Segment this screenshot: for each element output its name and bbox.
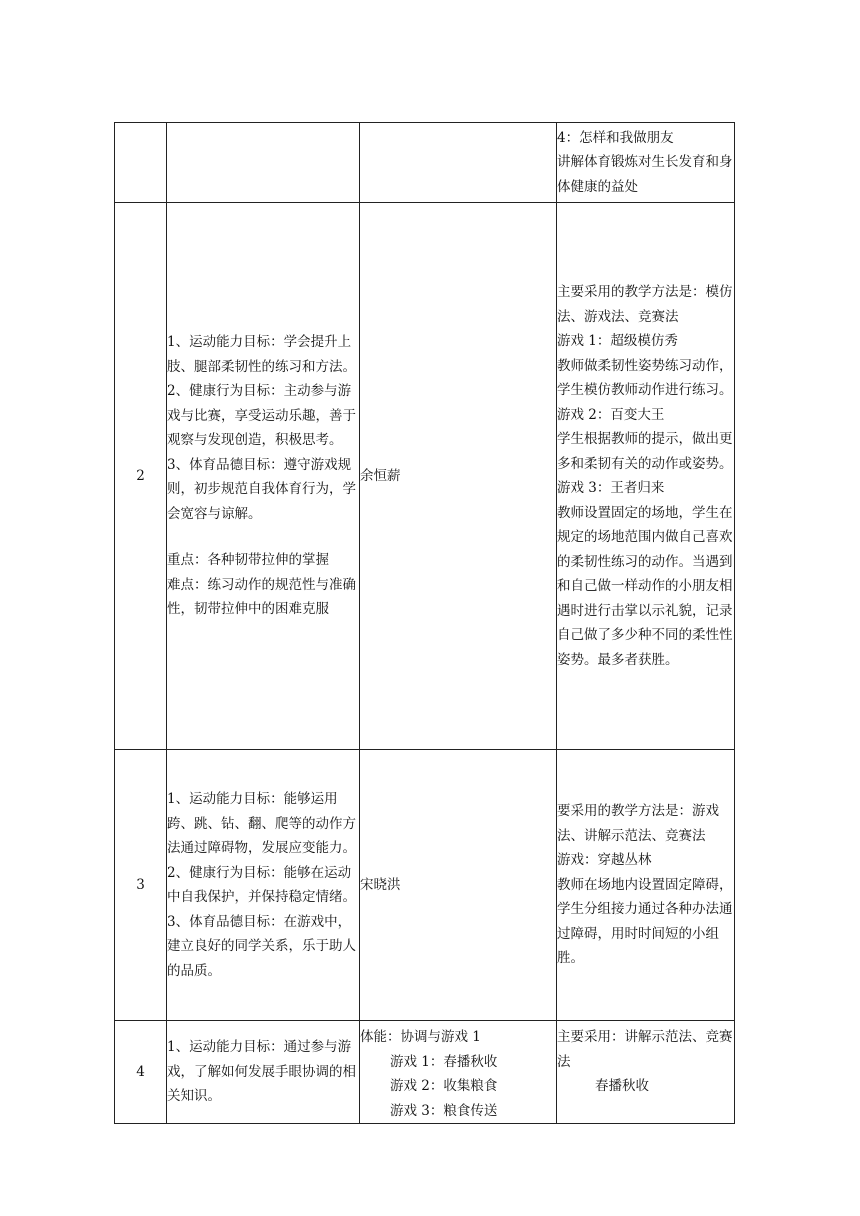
goal-line: 2、健康行为目标：能够在运动中自我保护，并保持稳定情绪。: [167, 864, 356, 905]
method-line: 游戏 1：超级模仿秀: [557, 333, 678, 349]
spacer: [167, 526, 359, 548]
goal-line: 3、体育品德目标：在游戏中，建立良好的同学关系，乐于助人的品质。: [167, 913, 356, 979]
goal-line: 3、体育品德目标：遵守游戏规则，初步规范自我体育行为，学会宽容与谅解。: [167, 456, 356, 522]
method-line: 游戏：穿越丛林: [557, 852, 652, 869]
activity-game: 游戏 3：粮食传送: [390, 1102, 498, 1119]
method-cell: [557, 1021, 735, 1124]
difficult-point-line: 难点：练习动作的规范性与准确性，韧带拉伸中的困难克服: [167, 576, 356, 618]
method-line: 要采用的教学方法是：游戏法、讲解示范法、竞赛法: [557, 803, 719, 844]
method-line: 游戏 2：百变大王: [557, 406, 665, 423]
method-line: 学生根据教师的提示，做出更多和柔韧有关的动作或姿势。: [557, 431, 733, 472]
method-line: 游戏 3：王者归来: [557, 480, 665, 496]
lesson-number-cell: [115, 123, 167, 203]
table-row: [115, 750, 735, 1021]
method-line: 4：怎样和我做朋友: [557, 129, 674, 146]
goal-line: 1、运动能力目标：学会提升上肢、腿部柔韧性的练习和方法。: [167, 334, 356, 375]
method-line: 教师做柔韧性姿势练习动作，学生模仿教师动作进行练习。: [557, 357, 733, 398]
teacher-cell: [360, 123, 557, 203]
method-cell: [557, 123, 735, 203]
key-point-line: 重点：各种韧带拉伸的掌握: [167, 552, 329, 569]
table-row: [115, 123, 735, 203]
goals-cell: [167, 123, 360, 203]
activity-game: 游戏 2：收集粮食: [390, 1078, 498, 1094]
table-row: [115, 1021, 735, 1124]
teacher-cell: [360, 1021, 557, 1124]
goal-line: 1、运动能力目标：能够运用跨、跳、钻、翻、爬等的动作方法通过障碍物，发展应变能力。: [167, 791, 356, 856]
goals-cell: [167, 203, 360, 750]
teacher-cell: 宋晓洪: [360, 750, 557, 1021]
method-line: 教师在场地内设置固定障碍，学生分组接力通过各种办法通过障碍，用时时间短的小组胜。: [557, 876, 733, 967]
lesson-table: [114, 122, 735, 1124]
method-cell: [557, 203, 735, 750]
method-line: 讲解体育锻炼对生长发育和身体健康的益处: [557, 154, 733, 195]
method-line: 主要采用：讲解示范法、竞赛法: [557, 1029, 733, 1070]
table-row: [115, 203, 735, 750]
method-line: 主要采用的教学方法是：模仿法、游戏法、竞赛法: [557, 284, 733, 325]
method-line: 教师设置固定的场地，学生在规定的场地范围内做自己喜欢的柔韧性练习的动作。当遇到和自己做一样动作的小朋友相遇时进行击掌以示礼貌，记录自己做了多少种不同的柔性性姿势。最多者获胜。: [557, 504, 733, 668]
lesson-number-cell: 3: [115, 750, 167, 1021]
goal-line: 2、健康行为目标：主动参与游戏与比赛，享受运动乐趣，善于观察与发现创造，积极思考。: [167, 383, 356, 449]
activity-game: 游戏 1：春播秋收: [390, 1053, 498, 1070]
goal-line: 1、运动能力目标：通过参与游戏，了解如何发展手眼协调的相关知识。: [167, 1039, 356, 1105]
lesson-number-cell: 4: [115, 1021, 167, 1124]
teacher-cell: 余恒薪: [360, 203, 557, 750]
goals-cell: [167, 1021, 360, 1124]
method-line: 春播秋收: [595, 1078, 649, 1094]
lesson-number-cell: 2: [115, 203, 167, 750]
method-cell: [557, 750, 735, 1021]
goals-cell: [167, 750, 360, 1021]
activity-title: 体能：协调与游戏 1: [360, 1029, 481, 1045]
